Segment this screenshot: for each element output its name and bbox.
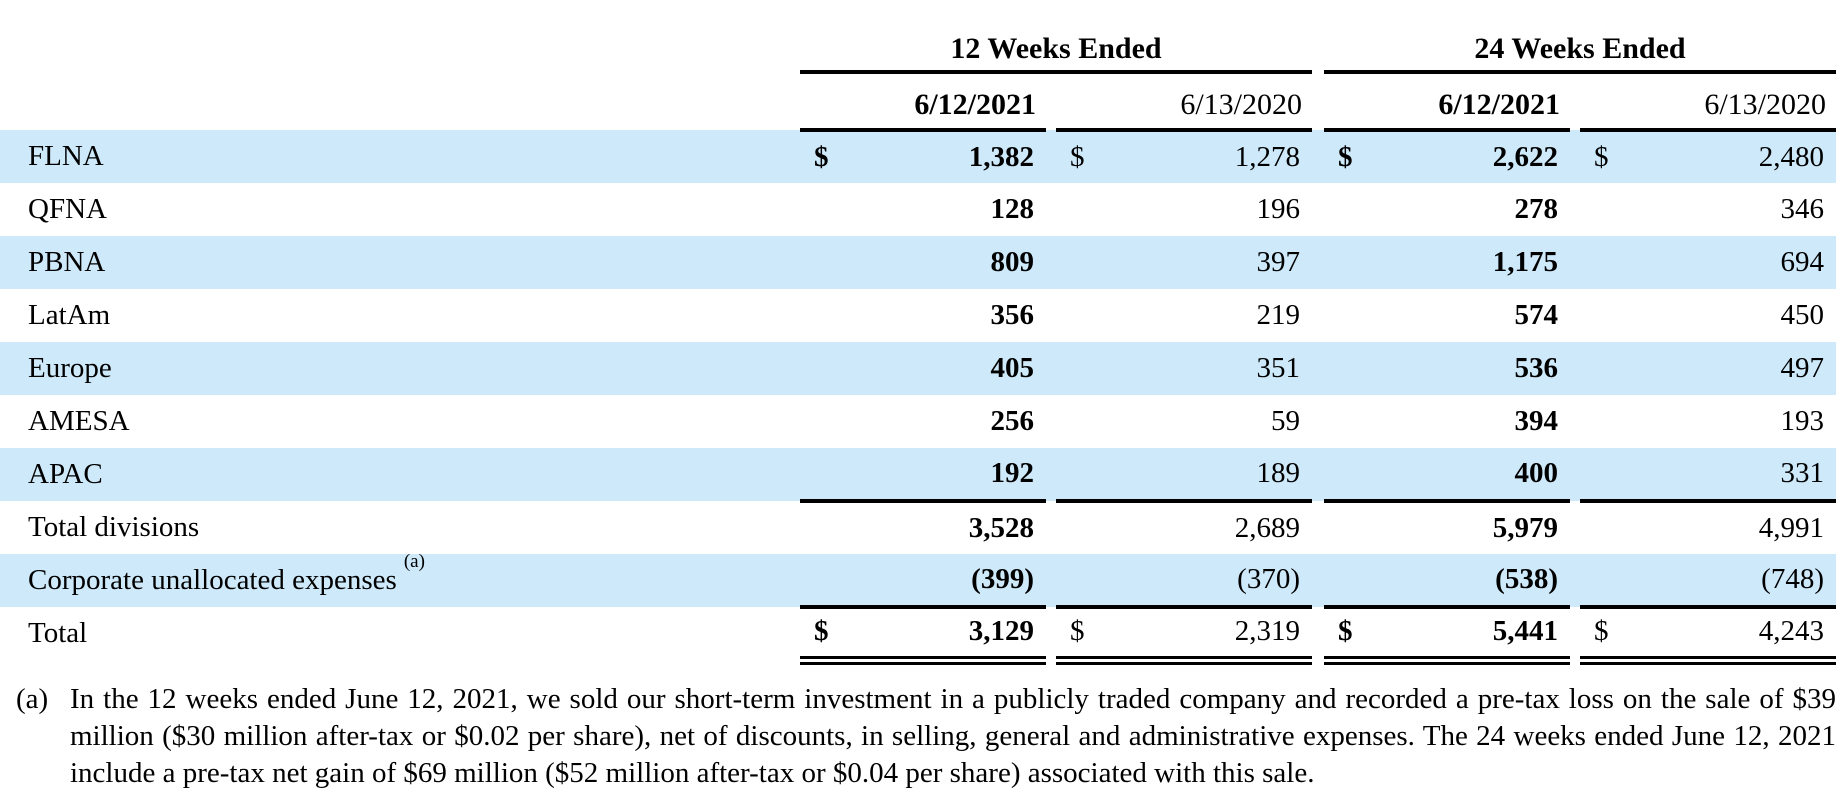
column-gap	[1570, 607, 1580, 660]
date-header-row	[0, 72, 1836, 130]
value-cell: 3,528	[968, 511, 1034, 544]
row-label: Total	[28, 616, 88, 649]
row-label: Corporate unallocated expenses$^{(a)}$	[28, 551, 425, 596]
group-gap	[1312, 72, 1324, 130]
currency-cell: $	[1338, 140, 1353, 173]
value-cell: 450	[1780, 298, 1824, 331]
value-cell: 2,319	[1100, 607, 1312, 660]
value-cell: 4,243	[1624, 607, 1836, 660]
corner-cell	[0, 72, 800, 130]
value-cell: 256	[990, 404, 1034, 437]
currency-cell	[1580, 236, 1624, 289]
currency-cell	[1324, 236, 1368, 289]
table-header	[0, 26, 1836, 130]
footnote-marker: (a)	[16, 682, 49, 715]
currency-cell: $	[1580, 607, 1624, 660]
group-gap	[1312, 448, 1324, 501]
footnote-reference: (a)	[403, 551, 425, 573]
group-gap	[1312, 501, 1324, 554]
column-gap	[1570, 395, 1580, 448]
currency-cell	[1324, 342, 1368, 395]
value-cell: 196	[1256, 192, 1300, 225]
column-gap	[1570, 183, 1580, 236]
row-label: LatAm	[28, 298, 111, 331]
currency-cell	[1056, 183, 1100, 236]
row-label: QFNA	[28, 192, 107, 225]
document-page	[0, 26, 1842, 798]
corner-cell	[0, 26, 800, 72]
value-cell: 1,382	[968, 140, 1034, 173]
column-gap	[1570, 289, 1580, 342]
value-cell: 351	[1256, 351, 1300, 384]
table-row	[0, 183, 1836, 236]
currency-cell	[800, 289, 844, 342]
currency-cell	[1580, 289, 1624, 342]
group-gap	[1312, 554, 1324, 607]
currency-cell: $	[1056, 607, 1100, 660]
currency-cell: $	[1324, 607, 1368, 660]
date-header: 6/13/2020	[1056, 72, 1312, 130]
column-gap	[1046, 395, 1056, 448]
group-gap	[1312, 236, 1324, 289]
value-cell: 497	[1780, 351, 1824, 384]
currency-cell	[1056, 289, 1100, 342]
row-label: FLNA	[28, 139, 104, 172]
row-label: PBNA	[28, 245, 106, 278]
column-gap	[1046, 72, 1056, 130]
column-gap	[1046, 289, 1056, 342]
currency-cell: $	[1594, 140, 1609, 173]
column-gap	[1046, 183, 1056, 236]
column-gap	[1046, 448, 1056, 501]
value-cell: 219	[1256, 298, 1300, 331]
currency-cell	[1580, 342, 1624, 395]
column-group-header: 12 Weeks Ended	[800, 26, 1312, 72]
value-cell: 536	[1514, 351, 1558, 384]
row-label: Europe	[28, 351, 112, 384]
table-row	[0, 130, 1836, 183]
currency-cell	[1580, 448, 1624, 501]
column-gap	[1046, 130, 1056, 183]
date-header: 6/12/2021	[800, 72, 1046, 130]
currency-cell	[1324, 501, 1368, 554]
value-cell: 394	[1514, 404, 1558, 437]
currency-cell	[800, 236, 844, 289]
value-cell: (399)	[844, 554, 1046, 607]
footnote	[0, 681, 1842, 792]
column-gap	[1570, 554, 1580, 607]
currency-cell	[1056, 342, 1100, 395]
group-gap	[1312, 342, 1324, 395]
column-gap	[1570, 342, 1580, 395]
currency-cell	[800, 501, 844, 554]
currency-cell	[1056, 395, 1100, 448]
currency-cell	[1580, 501, 1624, 554]
value-cell: 5,441	[1368, 607, 1570, 660]
currency-cell	[1580, 395, 1624, 448]
segment-table	[0, 26, 1836, 665]
column-gap	[1570, 448, 1580, 501]
value-cell: 2,689	[1234, 511, 1300, 544]
value-cell: 405	[990, 351, 1034, 384]
value-cell: 193	[1780, 404, 1824, 437]
footnote-text: In the 12 weeks ended June 12, 2021, we sold our short-term investment in a publicly traded company and recorded a pre-tax loss on the sale of $39 million ($30 million after-tax or $0.02 per share), net of discounts, in selling, general and administrative expenses. The 24 weeks ended June 12, 2021 include a pre-tax net gain of $69 million ($52 million after-tax or $0.04 per share) associated with this sale.	[70, 682, 1836, 789]
currency-cell	[1324, 289, 1368, 342]
currency-cell: $	[1070, 140, 1085, 173]
column-gap	[1570, 501, 1580, 554]
value-cell: (370)	[1100, 554, 1312, 607]
date-header: 6/12/2021	[1324, 72, 1570, 130]
currency-cell	[800, 554, 844, 607]
value-cell: 5,979	[1492, 511, 1558, 544]
currency-cell	[1324, 448, 1368, 501]
value-cell: 189	[1100, 448, 1312, 501]
table-row	[0, 448, 1836, 501]
group-gap	[1312, 130, 1324, 183]
group-gap	[1312, 26, 1324, 72]
currency-cell	[1580, 183, 1624, 236]
table-body	[0, 130, 1836, 660]
value-cell: 128	[990, 192, 1034, 225]
currency-cell	[1056, 236, 1100, 289]
value-cell: 2,622	[1492, 140, 1558, 173]
currency-cell	[1324, 554, 1368, 607]
column-gap	[1046, 501, 1056, 554]
currency-cell	[800, 448, 844, 501]
value-cell: 397	[1256, 245, 1300, 278]
currency-cell	[1056, 501, 1100, 554]
group-gap	[1312, 183, 1324, 236]
value-cell: 809	[990, 245, 1034, 278]
value-cell: 331	[1624, 448, 1836, 501]
table-row	[0, 607, 1836, 660]
value-cell: 4,991	[1758, 511, 1824, 544]
table-row	[0, 342, 1836, 395]
value-cell: 356	[990, 298, 1034, 331]
currency-cell	[1324, 395, 1368, 448]
table-row	[0, 289, 1836, 342]
group-gap	[1312, 289, 1324, 342]
column-group-row	[0, 26, 1836, 72]
currency-cell	[800, 395, 844, 448]
currency-cell	[1056, 448, 1100, 501]
table-row	[0, 501, 1836, 554]
currency-cell	[1580, 554, 1624, 607]
group-gap	[1312, 607, 1324, 660]
currency-cell	[1324, 183, 1368, 236]
value-cell: (748)	[1624, 554, 1836, 607]
row-label: Total divisions	[28, 510, 200, 543]
row-label: APAC	[28, 457, 103, 490]
column-gap	[1570, 236, 1580, 289]
date-header: 6/13/2020	[1580, 72, 1836, 130]
column-gap	[1046, 342, 1056, 395]
value-cell: 400	[1368, 448, 1570, 501]
value-cell: 59	[1271, 404, 1300, 437]
row-label: AMESA	[28, 404, 130, 437]
table-row	[0, 236, 1836, 289]
value-cell: 1,175	[1492, 245, 1558, 278]
value-cell: 3,129	[844, 607, 1046, 660]
currency-cell: $	[814, 140, 829, 173]
table-row	[0, 395, 1836, 448]
group-gap	[1312, 395, 1324, 448]
value-cell: (538)	[1368, 554, 1570, 607]
value-cell: 346	[1780, 192, 1824, 225]
value-cell: 694	[1780, 245, 1824, 278]
column-gap	[1046, 236, 1056, 289]
currency-cell	[800, 183, 844, 236]
column-group-header: 24 Weeks Ended	[1324, 26, 1836, 72]
currency-cell	[1056, 554, 1100, 607]
currency-cell: $	[800, 607, 844, 660]
column-gap	[1046, 607, 1056, 660]
value-cell: 2,480	[1758, 140, 1824, 173]
table-row	[0, 554, 1836, 607]
column-gap	[1570, 72, 1580, 130]
currency-cell	[800, 342, 844, 395]
column-gap	[1570, 130, 1580, 183]
value-cell: 278	[1514, 192, 1558, 225]
value-cell: 1,278	[1234, 140, 1300, 173]
value-cell: 192	[844, 448, 1046, 501]
column-gap	[1046, 554, 1056, 607]
value-cell: 574	[1514, 298, 1558, 331]
